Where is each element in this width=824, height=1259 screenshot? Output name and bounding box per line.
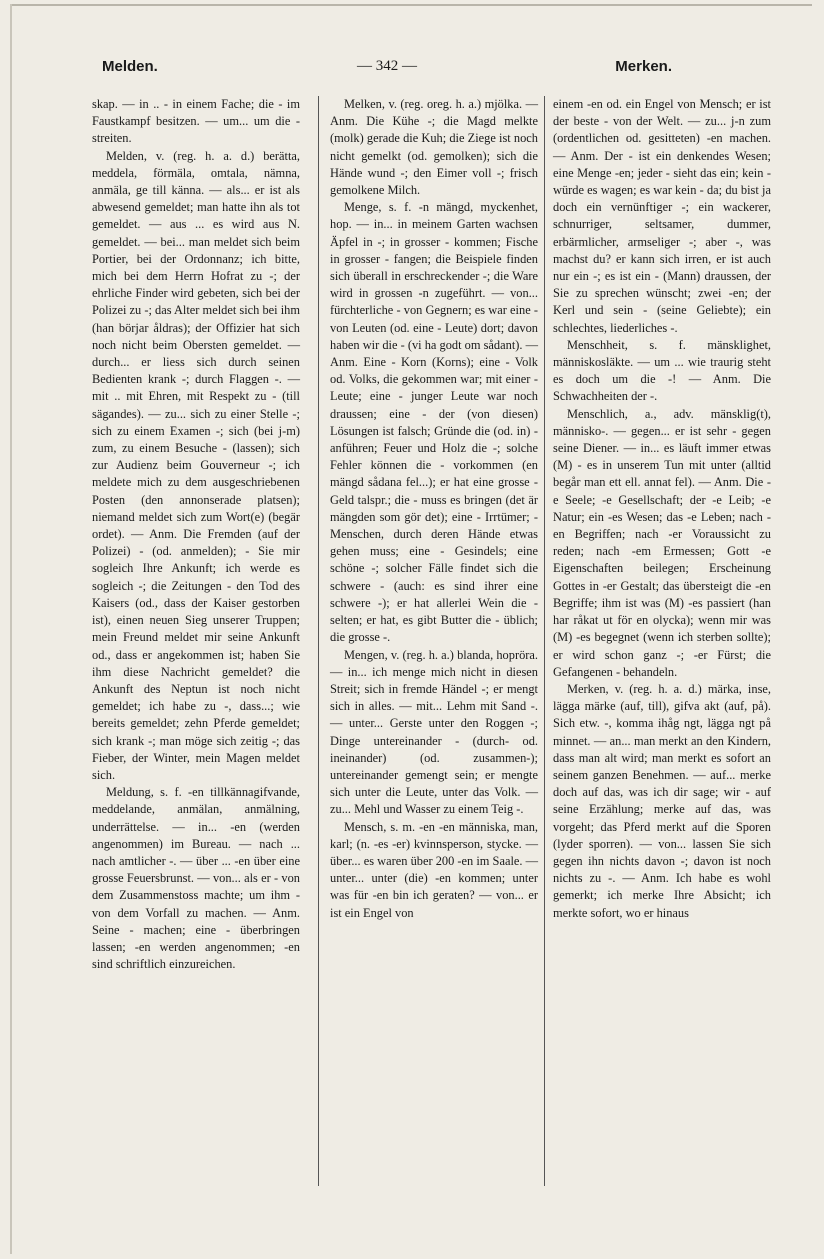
entry-melden: Melden, v. (reg. h. a. d.) berätta, meddela, förmäla, omtala, nämna, anmäla, ge till känna. — als... er ist als abwesend gemeldet; man hatte ihn als tot gemeldet. — aus ... es wird aus N. gemeldet. — bei... man meldet sich beim Portier, bei der Ordonnanz; ich bitte, mich bei dem Herrn Hofrat zu -; der ehrliche Finder wird gebeten, sich bei der Polizei zu -; das Alter meldet sich bei ihm (han börjar åldras); der Offizier hat sich noch nicht beim Obersten gemeldet. — durch... er liess sich durch seinen Bedienten krank -; durch Flaggen -. — mit .. mit Ehren, mit Respekt zu - (till sägandes). — zu... sich zu einer Stelle -; sich zu einem Examen -; sich (bei j-m) zum, zu einem Besuche - (lassen); sich zur Audienz beim Gouverneur -; ich meldete mich zu dem ausgeschriebenen Posten (den annonserade platsen); niemand meldet sich zum Wort(e) (begär ordet). — Anm. Die Fremden (auf der Polizei) - (od. anmelden); - Sie mir sogleich Ihre Ankunft; ich werde es sogleich -; die Zeitungen - den Tod des Kaisers (od., dass der Kaiser gestorben ist), einen neuen Sieg unserer Truppen; mein Freund meldet mir seine Ankunft od., dass er angekommen ist; haben Sie ihm diese Nachricht gemeldet? die Ankunft des Neptun ist noch nicht gemeldet; ich habe zu -, dass...; wie bereits gemeldet; zehn Pferde gemeldet; sich krank -; man möge sich zeitig -; das Fieber, der Winter, mein Magen meldet sich. [92,148,300,782]
page-edge-left [10,4,12,1254]
paragraph: einem -en od. ein Engel von Mensch; er ist der beste - von der Welt. — zu... j-n zum (ordentlichen od. gesitteten) -en machen. — Anm. Der - ist ein denkendes Wesen; eine Menge -en; jeder - sieht das ein; kein - würde es wagen; es war kein - da; du bist ja doch ein vernünftiger -; ein wackerer, schnurriger, seltsamer, dummer, erbärmlicher, armseliger -; aber -, was machst du? er kann sich irren, er ist auch nur ein -; es ist ein - (Mann) draussen, der Sie zu sprechen wünscht; zwei -en; der Kerl und sein - (seine Geliebte); ein schlechtes, liederliches -. [553,97,771,335]
entry-merken: Merken, v. (reg. h. a. d.) märka, inse, lägga märke (auf, till), gifva akt (auf, på). Sich etw. -, komma ihåg ngt, lägga ngt på minnet. — an... man merkt an den Kindern, dass man alt wird; man merkt es sofort an seinem ganzen Benehmen. — auf... merke doch auf das, was ich dir sage; wir - auf seine Erzählung; merke auf das, was vorgeht; das Pferd merkt auf die Sporen (lyder sporren). — von... lassen Sie sich gegen ihn nichts davon -; davon ist noch nichts zu -. — Anm. Ich habe es wohl gemerkt; ich merke Ihre Absicht; ich merkte sofort, wo er hinaus [553,681,771,920]
column-3 [553,96,771,922]
entry-menschlich: Menschlich, a., adv. mänsklig(t), människo-. — gegen... er ist sehr - gegen seine Diener. — in... es läuft immer etwas (M) - es in unserem Tun mit unter (alltid begår man ett ell. annat fel). — Anm. Die -e Seele; -e Gesellschaft; der -e Leib; -e Natur; ein -es Wesen; das -e Leben; nach -en Begriffen; nach -er Voraussicht zu reden; nach -em Ermessen; Gott -e Eigenschaften beilegen; Erscheinung Gottes in -er Gestalt; das übersteigt die -en Begriffe; ihm ist was (M) -es passiert (han har råkat ut för en olycka); wenn mir was (M) -es begegnet (wenn ich sterben sollte); er wird schon ganz -; -er Fürst; die Gefangenen - behandeln. [553,406,771,679]
paragraph: skap. — in .. - in einem Fache; die - im Faustkampf besitzen. — um... um die - streiten. [92,97,300,146]
entry-menge: Menge, s. f. -n mängd, myckenhet, hop. — in... in meinem Garten wachsen Äpfel in -; in grosser - kommen; Fische in grosser - fangen; die Beispiele finden sich überall in erschreckender -; die Ware wird in grossen -n zugeführt. — von... fürchterliche - von Gegnern; es war eine - von Leuten (od. eine - Leute) dort; davon haben wir die - (vi ha godt om sådant). — Anm. Eine - Korn (Korns); eine - Volk od. Volks, die gekommen war; mit einer - Leute; eine - junger Leute war noch draussen; eine - der (von diesen) Lösungen ist falsch; Gründe die (od. in) - anführen; Feuer und Holz die -; solche Fehler können die - vorkommen (en mängd sådana fel...); er hat eine grosse - Geld talspr.; die - muss es bringen (det är mängden som gör det); eine - Irrtümer; - Menschen, durch deren Hände etwas gehen muss; eine - Gesindels; eine schöne -; solcher Fälle findet sich die schwere - (auch: es sind ihrer eine schwere -); er hat allerlei Wein die - selten; er hat, es gibt Butter die - üblich; die grosse -. [330,200,538,645]
entry-meldung: Meldung, s. f. -en tillkännagifvande, meddelande, anmälan, anmälning, underrättelse. — in... -en (werden angenommen) im Bureau. — nach ... nach amtlicher -. — über ... -en über eine grosse Feuersbrunst. — von... als er - von dem Zusammenstoss machte; um ihm - von dem Vorfall zu machen. — Anm. Seine - machen; eine - überbringen lassen; -en werden angenommen; -en sind schriftlich einzureichen. [92,785,300,972]
header-right-word: Merken. [615,58,672,75]
entry-mensch: Mensch, s. m. -en -en människa, man, karl; (n. -es -er) kvinnsperson, stycke. — über... es waren über 200 -en im Saale. — unter... unter (die) -en kommen; unter was für -en bin ich geraten? — von... er ist ein Engel von [330,819,538,920]
column-rule [318,96,319,1186]
entry-mengen: Mengen, v. (reg. h. a.) blanda, hopröra. — in... ich menge mich nicht in diesen Streit; sich in fremde Händel -; er mengt sich in alles. — mit... Lehm mit Sand -. — unter... Gerste unter den Roggen -; Dinge untereinander - (durch- od. ineinander) (od. zusammen-); untereinander gemengt sein; er mengte sich unter die Leute, unter das Volk. — zu... Mehl und Wasser zu einem Teig -. [330,647,538,817]
page-edge [12,4,812,6]
entry-melken: Melken, v. (reg. oreg. h. a.) mjölka. — Anm. Die Kühe -; die Magd melkte (molk) gerade die Kuh; die Ziege ist noch nicht gemelkt (od. gemolken); sich die Hände wund -; den Eimer voll -; frisch gemolkene Milch. [330,97,538,198]
header-left-word: Melden. [102,58,158,75]
running-header [102,58,672,84]
page-number: — 342 — [357,58,417,74]
column-1 [92,96,300,973]
entry-menschheit: Menschheit, s. f. mänsklighet, människosläkte. — um ... wie traurig steht es doch um die -! — Anm. Die Schwachheiten der -. [553,337,771,404]
column-2 [330,96,538,922]
column-rule [544,96,545,1186]
